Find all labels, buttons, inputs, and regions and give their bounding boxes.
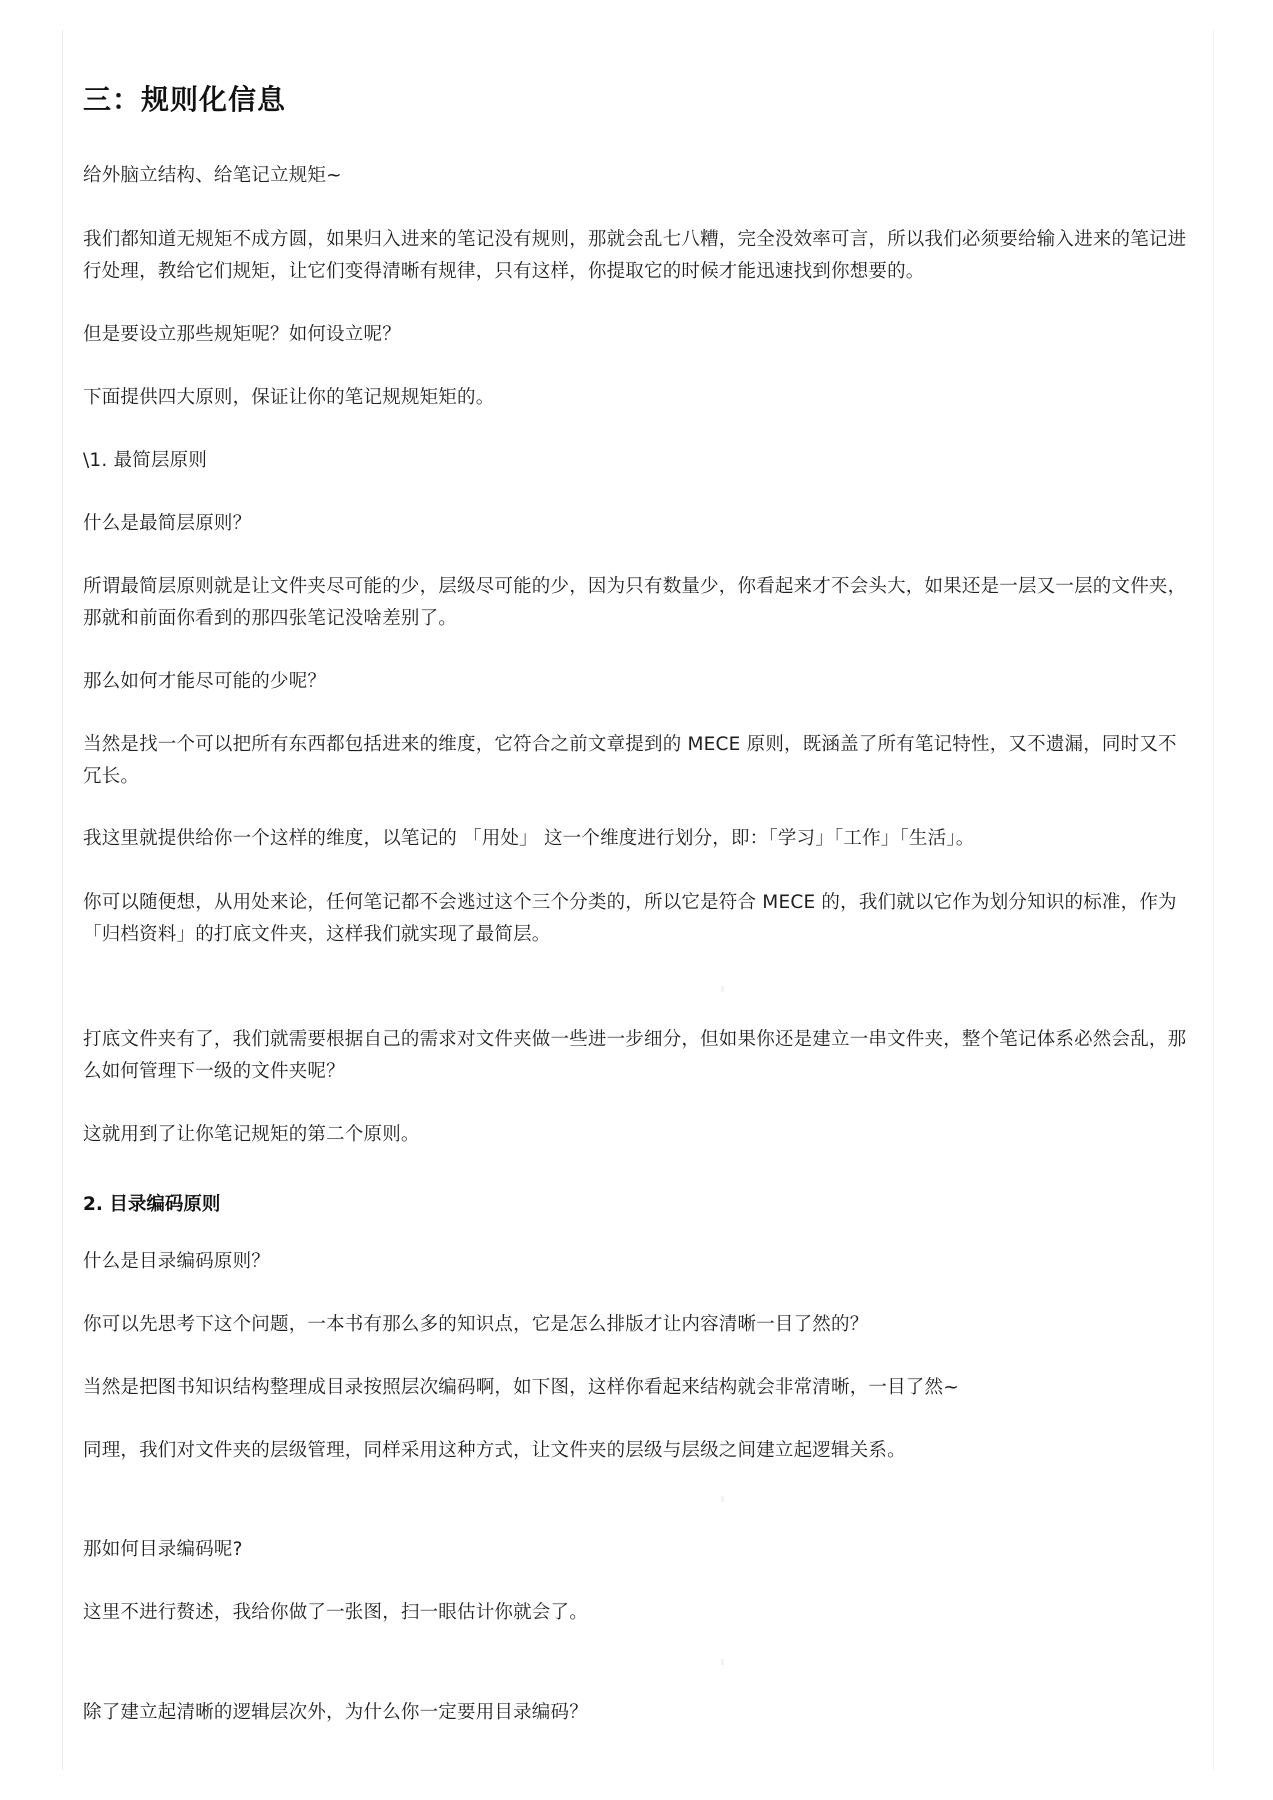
paragraph: 你可以先思考下这个问题，一本书有那么多的知识点，它是怎么排版才让内容清晰一目了然的？ <box>83 1314 869 1335</box>
paragraph: 你可以随便想，从用处来论，任何笔记都不会逃过这个三个分类的，所以它是符合 MECE 的，我们就以它作为划分知识的标准，作为「归档资料」的打底文件夹，这样我们就实现了最简层。 <box>83 892 1177 945</box>
paragraph: 当然是找一个可以把所有东西都包括进来的维度，它符合之前文章提到的 MECE 原则，既涵盖了所有笔记特性，又不遗漏，同时又不冗长。 <box>83 734 1177 787</box>
section-heading: 2. 目录编码原则 <box>83 1194 221 1215</box>
paragraph: 同理，我们对文件夹的层级管理，同样采用这种方式，让文件夹的层级与层级之间建立起逻辑关系。 <box>83 1440 906 1461</box>
paragraph: 那如何目录编码呢? <box>83 1539 243 1560</box>
paragraph: 我这里就提供给你一个这样的维度，以笔记的 「用处」 这一个维度进行划分，即：「学习」「工作」「生活」。 <box>83 828 975 849</box>
paragraph: 什么是目录编码原则？ <box>83 1251 271 1272</box>
paragraph: 给外脑立结构、给笔记立规矩~ <box>83 165 342 186</box>
paragraph: 那么如何才能尽可能的少呢？ <box>83 671 327 692</box>
paragraph: 但是要设立那些规矩呢？如何设立呢？ <box>83 324 401 345</box>
image-placeholder <box>721 1659 724 1665</box>
paragraph: 这里不进行赘述，我给你做了一张图，扫一眼估计你就会了。 <box>83 1602 588 1623</box>
paragraph: 下面提供四大原则，保证让你的笔记规规矩矩的。 <box>83 387 495 408</box>
paragraph: 当然是把图书知识结构整理成目录按照层次编码啊，如下图，这样你看起来结构就会非常清晰，一目了然~ <box>83 1377 959 1398</box>
paragraph: 什么是最简层原则？ <box>83 513 252 534</box>
paragraph: 除了建立起清晰的逻辑层次外，为什么你一定要用目录编码？ <box>83 1702 588 1723</box>
paragraph: 我们都知道无规矩不成方圆，如果归入进来的笔记没有规则，那就会乱七八糟，完全没效率可言，所以我们必须要给输入进来的笔记进行处理，教给它们规矩，让它们变得清晰有规律，只有这样，你提取它的时候才能迅速找到你想要的。 <box>83 229 1187 282</box>
paragraph: 打底文件夹有了，我们就需要根据自己的需求对文件夹做一些进一步细分，但如果你还是建立一串文件夹，整个笔记体系必然会乱，那么如何管理下一级的文件夹呢？ <box>83 1029 1187 1082</box>
section-heading: \1. 最简层原则 <box>83 450 208 471</box>
page-title: 三：规则化信息 <box>83 83 287 116</box>
image-placeholder <box>721 1496 724 1502</box>
paragraph: 所谓最简层原则就是让文件夹尽可能的少，层级尽可能的少，因为只有数量少，你看起来才不会头大，如果还是一层又一层的文件夹，那就和前面你看到的那四张笔记没啥差别了。 <box>83 576 1187 629</box>
image-placeholder <box>721 986 724 992</box>
paragraph: 这就用到了让你笔记规矩的第二个原则。 <box>83 1124 420 1145</box>
